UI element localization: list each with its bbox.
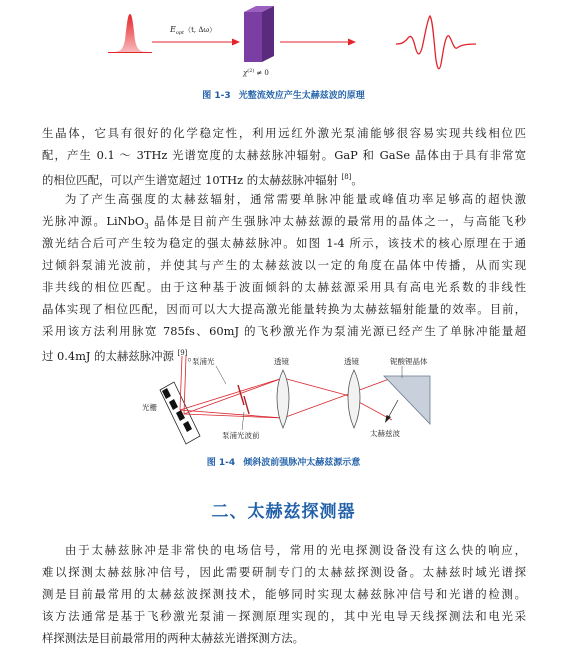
text-line: 非共线的相位匹配。由于这种基于波面倾斜的太赫兹源采用具有高电光系数的非线性 (42, 280, 526, 294)
arrow-in-head (232, 39, 240, 46)
lithium-niobate-crystal (384, 376, 430, 424)
grating (160, 382, 200, 444)
text-line: 样探测法是目前最常用的两种太赫兹光谱探测方法。 (42, 631, 304, 645)
figure-1-3-caption-number: 图 1-3 (202, 91, 231, 101)
thz-arrow (388, 400, 398, 418)
thz-label: 太赫兹波 (370, 429, 400, 438)
paragraph-1 (42, 122, 526, 188)
lens-2 (348, 370, 360, 428)
thz-waveform (396, 16, 476, 69)
figure-1-4 (140, 352, 440, 452)
text-line: 的相位匹配，可以产生谱宽超过 10THz 的太赫兹脉冲辐射 [8]。 (42, 173, 363, 187)
arrow-out-head (348, 39, 356, 46)
chi-label: $\chi^{(2)} \ne 0$ (243, 68, 269, 77)
lens-1 (277, 370, 289, 428)
text-line: 难以探测太赫兹脉冲信号，因此需要研制专门的太赫兹探测设备。太赫兹时域光谱探 (42, 565, 526, 579)
text-line: 该方法通常是基于飞秒激光泵浦－探测原理实现的，其中光电导天线探测法和电光采 (42, 609, 526, 623)
lens-2-label: 透镜 (344, 357, 359, 366)
figure-1-3-caption (0, 88, 567, 101)
input-pulse (112, 14, 148, 52)
text-line: 过倾斜泵浦光波前，并使其与产生的太赫兹波以一定的角度在晶体中传播，从而实现 (42, 258, 526, 272)
crystal-front (244, 12, 262, 62)
section-heading: 二、太赫兹探测器 (211, 502, 356, 522)
text-line: 晶体实现了相位匹配，因而可以大大提高激光能量转换为太赫兹辐射能量的效率。目前， (42, 302, 526, 316)
text-line: 采用该方法利用脉宽 785fs、60mJ 的飞秒激光作为泵浦光源已经产生了单脉冲能量超 (42, 324, 526, 338)
text-line: 配，产生 0.1 ～ 3THz 光谱宽度的太赫兹脉冲辐射。GaP 和 GaSe 晶体由于具有非常宽 (42, 148, 526, 162)
figure-1-4-caption (0, 455, 567, 468)
figure-1-4-caption-number: 图 1-4 (206, 458, 236, 468)
reference-8: [8] (341, 173, 352, 181)
text-line: 过 0.4mJ 的太赫兹脉冲源 [9]。 (42, 349, 199, 363)
figure-1-4-caption-text: 倾斜波前强脉冲太赫兹源示意 (243, 458, 361, 468)
text-line: 光脉冲源。LiNbO$_3$ 晶体是目前产生强脉冲太赫兹源的最常用的晶体之一，与高能飞秒 (42, 214, 526, 231)
text-line: 测是目前最常用的太赫兹波探测技术，能够同时实现太赫兹脉冲信号和光谱的检测。 (42, 587, 526, 601)
subscript-3: 3 (144, 222, 149, 231)
pump-label: 泵浦光 (192, 357, 215, 366)
lens-1-label: 透镜 (274, 357, 289, 366)
grating-label: 光栅 (142, 403, 157, 412)
text-line: 激光结合后可产生较为稳定的强太赫兹脉冲。如图 1-4 所示，该技术的核心原理在于通 (42, 236, 526, 250)
reference-9: [9] (177, 349, 188, 357)
crystal-side (262, 6, 274, 62)
text-line: 为了产生高强度的太赫兹辐射，通常需要单脉冲能量或峰值功率足够高的超快激 (65, 192, 526, 206)
paragraph-2 (42, 188, 526, 364)
crystal-label: 铌酸锂晶体 (390, 357, 428, 366)
pump-label-leader (216, 366, 226, 384)
figure-1-3 (0, 0, 567, 90)
text-line: 由于太赫兹脉冲是非常快的电场信号，常用的光电探测设备没有这么快的响应， (65, 543, 526, 557)
text-line: 生晶体，它具有很好的化学稳定性，利用远红外激光泵浦能够很容易实现共线相位匹 (42, 126, 526, 140)
wavefront-label: 泵浦光波前 (222, 431, 260, 440)
figure-1-3-caption-text: 光整流效应产生太赫兹波的原理 (238, 91, 365, 101)
field-label: $E_{opt}(t$, Δω） (170, 25, 217, 36)
paragraph-3 (42, 539, 526, 649)
